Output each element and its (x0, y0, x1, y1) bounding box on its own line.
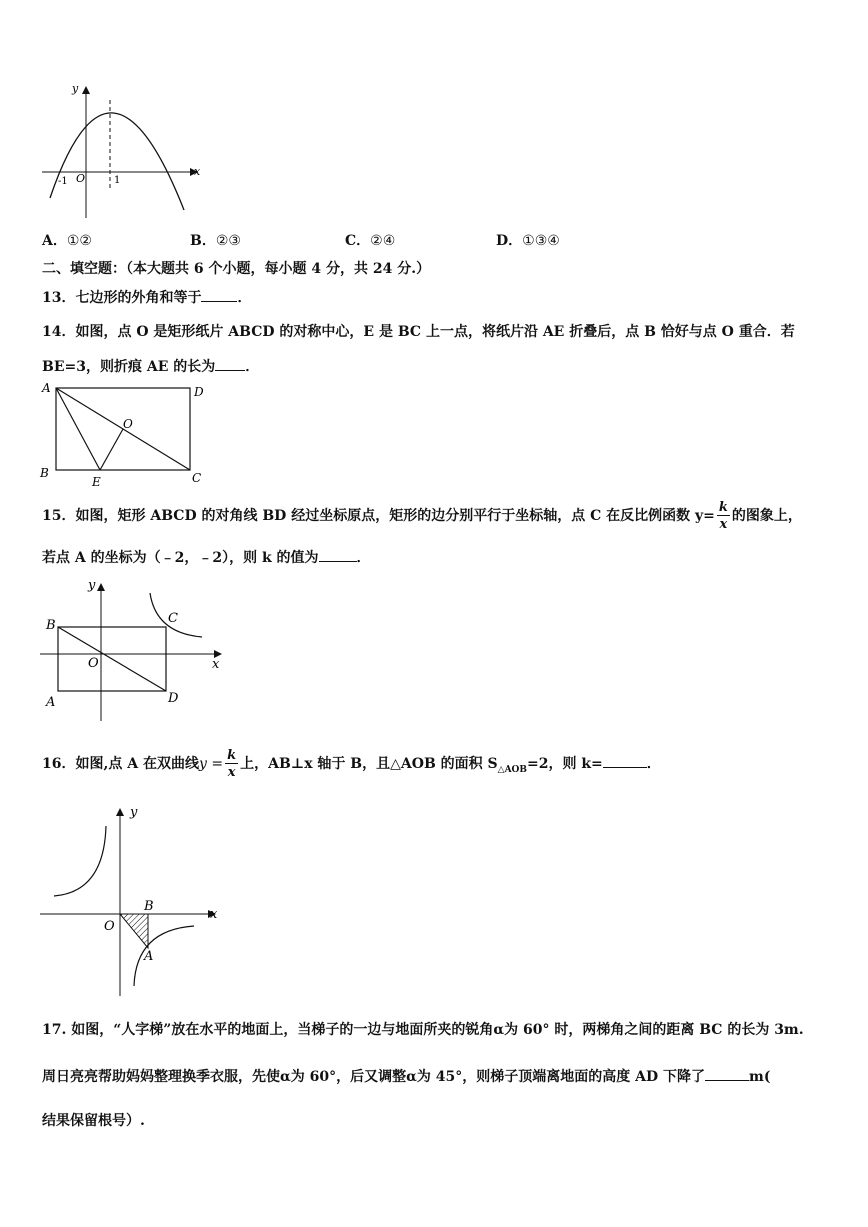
q17-line3: 结果保留根号）. (42, 1113, 145, 1129)
q16-answer-blank (603, 753, 647, 768)
q16-hyperbola-figure (38, 800, 228, 1004)
q15-y-label: y (88, 578, 96, 593)
q17-line2: 周日亮亮帮助妈妈整理换季衣服，先使α为 60°，后又调整α为 45°，则梯子顶端离地面的高度 AD 下降了 m( (42, 1066, 770, 1086)
q14-rectangle-figure (38, 380, 218, 494)
q16-fraction: $\frac{k}{x}$ (227, 748, 237, 780)
q15-fraction: $\frac{k}{x}$ (718, 500, 728, 532)
q16-label-b: B (144, 899, 154, 914)
q14-answer-blank (215, 356, 245, 371)
q15-label-b: B (46, 618, 56, 633)
q12-x-label: x (194, 165, 201, 178)
q15-line1: 15．如图，矩形 ABCD 的对角线 BD 经过坐标原点，矩形的边分别平行于坐标轴，点 C 在反比例函数 y= $\frac{k}{x}$ 的图象上， (42, 500, 802, 532)
q14-line1: 14．如图，点 O 是矩形纸片 ABCD 的对称中心，E 是 BC 上一点，将纸片沿 AE 折叠后，点 B 恰好与点 O 重合．若 (42, 324, 795, 340)
q15-line2: 若点 A 的坐标为（﹣2，﹣2），则 k 的值为 ． (42, 547, 371, 567)
q14-label-o: O (123, 417, 133, 431)
q14-line2: BE=3，则折痕 AE 的长为 ． (42, 356, 259, 376)
q15-answer-blank (319, 547, 357, 562)
q17-line1: 17. 如图，“人字梯”放在水平的地面上，当梯子的一边与地面所夹的锐角α为 60° 时，两梯角之间的距离 BC 的长为 3m. (42, 1022, 804, 1038)
q17-answer-blank (705, 1066, 749, 1081)
q14-label-a: A (42, 381, 51, 395)
q12-parabola-figure (38, 82, 208, 226)
q13-answer-blank (201, 287, 237, 302)
q16-y-label: y (130, 805, 138, 820)
q12-option-d: D．①③④ (496, 233, 560, 249)
q12-option-a: A．①② (42, 233, 92, 249)
q14-label-d: D (194, 385, 204, 399)
q16-label-a: A (144, 949, 154, 964)
q15-label-c: C (168, 611, 178, 626)
q15-coordinate-figure (38, 575, 228, 729)
q15-label-d: D (168, 691, 179, 706)
q12-origin-label: O (76, 172, 86, 185)
q12-neg-one-label: -1 (58, 176, 68, 187)
q15-label-a: A (46, 695, 56, 710)
q12-one-label: 1 (114, 175, 121, 186)
q14-label-b: B (40, 466, 49, 480)
q14-label-c: C (192, 471, 202, 485)
section2-heading: 二、填空题：（本大题共 6 个小题，每小题 4 分，共 24 分.） (42, 261, 431, 277)
q12-y-label: y (72, 82, 79, 95)
q16-x-label: x (210, 907, 218, 922)
q12-option-c: C．②④ (345, 233, 396, 249)
q13-text: 13．七边形的外角和等于 ． (42, 287, 251, 307)
q15-x-label: x (212, 657, 220, 672)
q16-origin-label: O (104, 919, 115, 934)
q15-origin-label: O (88, 656, 99, 671)
q12-option-b: B．②③ (190, 233, 241, 249)
q14-label-e: E (92, 475, 101, 489)
q16-text: 16．如图,点 A 在双曲线y = $\frac{k}{x}$ 上，AB⊥x 轴于 B，且△AOB 的面积 $S_{\triangle AOB}=2$，则 k= ． (42, 748, 661, 780)
